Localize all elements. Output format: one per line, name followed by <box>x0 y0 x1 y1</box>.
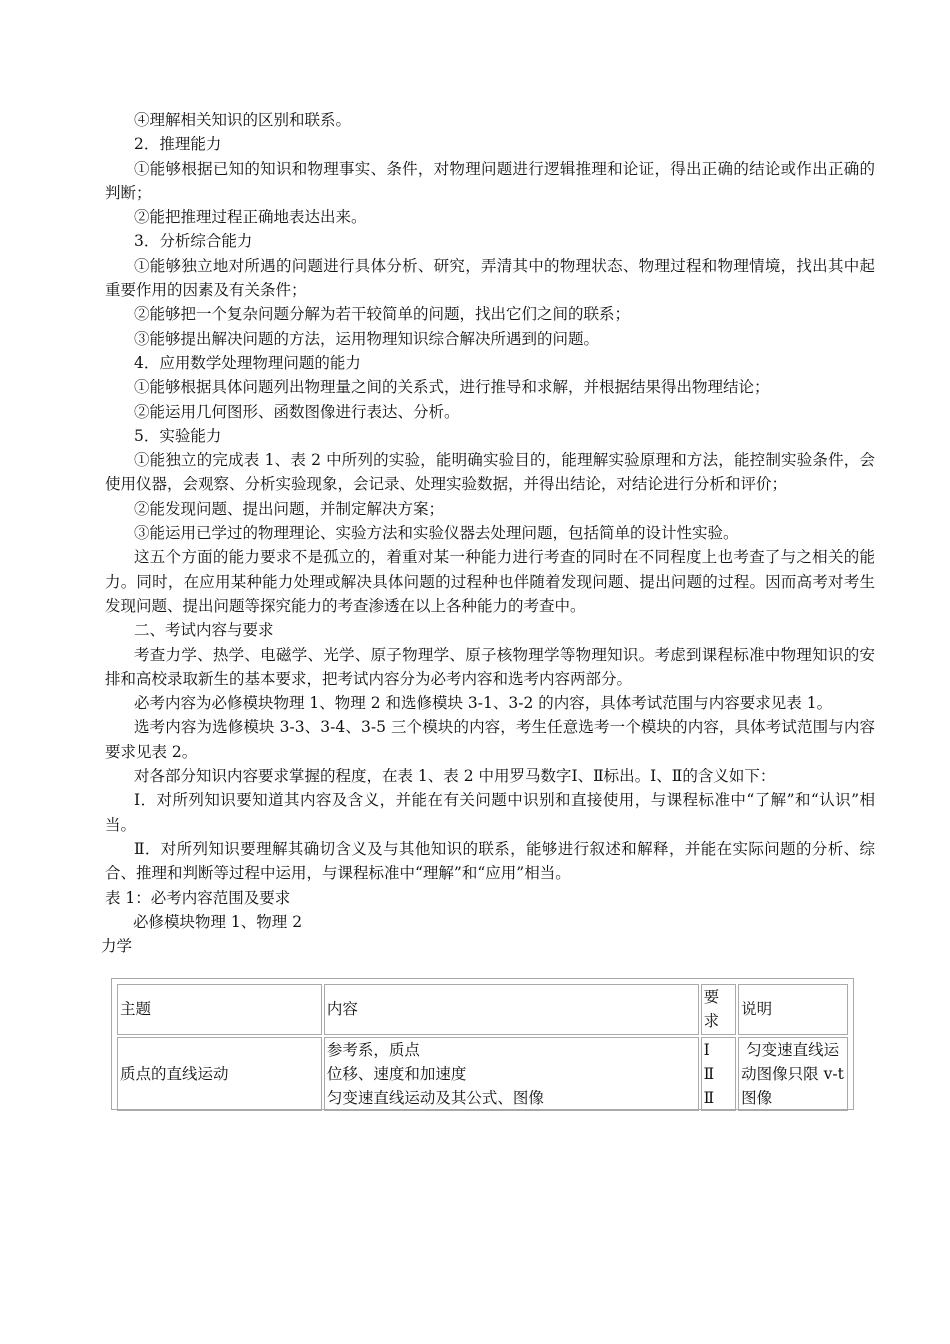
table-header-requirement: 要求 <box>701 984 737 1035</box>
note-line: 图像 <box>741 1089 773 1108</box>
table-cell-content <box>324 1037 699 1112</box>
section-heading: 5．实验能力 <box>134 426 222 445</box>
paragraph: ④理解相关知识的区别和联系。 <box>134 111 352 129</box>
paragraph: 对各部分知识内容要求掌握的程度，在表 1、表 2 中用罗马数字Ⅰ、Ⅱ标出。Ⅰ、Ⅱ的含义如下： <box>134 767 776 786</box>
table-cell-requirement <box>701 1037 737 1112</box>
note-line: 匀变速直线运 <box>741 1040 840 1059</box>
paragraph: 必考内容为必修模块物理 1、物理 2 和选修模块 3-1、3-2 的内容，具体考试范围与内容要求见表 1。 <box>134 694 833 713</box>
table-cell-topic: 质点的直线运动 <box>117 1037 322 1112</box>
table-header-note: 说明 <box>738 984 848 1035</box>
section-heading: 4．应用数学处理物理问题的能力 <box>134 353 361 372</box>
level-item: Ⅰ <box>703 1040 710 1059</box>
paragraph: ②能发现问题、提出问题，并制定解决方案； <box>134 499 445 518</box>
table-header-topic: 主题 <box>117 984 322 1035</box>
paragraph: ②能把推理过程正确地表达出来。 <box>134 208 367 227</box>
level-item: Ⅱ <box>703 1089 715 1108</box>
requirements-table <box>111 978 854 1110</box>
paragraph: 这五个方面的能力要求不是孤立的，着重对某一种能力进行考查的同时在不同程度上也考查了与之相关的能力。同时，在应用某种能力处理或解决具体问题的过程种也伴随着发现问题、提出问题的过程。因而高考对考生发现问题、提出问题等探究能力的考查渗透在以上各种能力的考查中。 <box>105 548 875 615</box>
note-line: 动图像只限 v-t <box>741 1064 844 1083</box>
paragraph: ③能够提出解决问题的方法，运用物理知识综合解决所遇到的问题。 <box>134 329 600 348</box>
table-cell-note <box>738 1037 848 1112</box>
paragraph: ①能够独立地对所遇的问题进行具体分析、研究，弄清其中的物理状态、物理过程和物理情境，找出其中起重要作用的因素及有关条件； <box>105 256 875 300</box>
table-title: 表 1：必考内容范围及要求 <box>105 888 291 907</box>
paragraph: ②能运用几何图形、函数图像进行表达、分析。 <box>134 402 460 421</box>
document-body <box>101 108 875 958</box>
paragraph: ②能够把一个复杂问题分解为若干较简单的问题，找出它们之间的联系； <box>134 305 631 324</box>
table-header-content: 内容 <box>324 984 699 1035</box>
paragraph: ①能够根据已知的知识和物理事实、条件，对物理问题进行逻辑推理和论证，得出正确的结论或作出正确的判断； <box>105 159 875 202</box>
paragraph: ①能够根据具体问题列出物理量之间的关系式，进行推导和求解，并根据结果得出物理结论； <box>134 378 770 397</box>
paragraph: 考查力学、热学、电磁学、光学、原子物理学、原子核物理学等物理知识。考虑到课程标准中物理知识的安排和高校录取新生的基本要求，把考试内容分为必考内容和选考内容两部分。 <box>105 645 875 688</box>
paragraph: ①能独立的完成表 1、表 2 中所列的实验，能明确实验目的，能理解实验原理和方法，能控制实验条件，会使用仪器，会观察、分析实验现象，会记录、处理实验数据，并得出结论，对结论进行分析和评价； <box>105 451 875 494</box>
section-heading: 二、考试内容与要求 <box>134 621 274 640</box>
module-label: 必修模块物理 1、物理 2 <box>133 912 303 931</box>
paragraph: 选考内容为选修模块 3-3、3-4、3-5 三个模块的内容，考生任意选考一个模块的内容，具体考试范围与内容要求见表 2。 <box>105 718 875 761</box>
paragraph: Ⅱ．对所列知识要理解其确切含义及与其他知识的联系，能够进行叙述和解释，并能在实际问题的分析、综合、推理和判断等过程中运用，与课程标准中“理解”和“应用”相当。 <box>105 839 875 883</box>
level-item: Ⅱ <box>703 1064 715 1083</box>
content-item: 参考系，质点 <box>326 1040 420 1059</box>
table-row <box>117 1037 848 1112</box>
paragraph: ③能运用已学过的物理理论、实验方法和实验仪器去处理问题，包括简单的设计性实验。 <box>134 524 739 543</box>
section-heading: 2．推理能力 <box>134 135 222 154</box>
content-item: 位移、速度和加速度 <box>326 1064 467 1083</box>
content-item: 匀变速直线运动及其公式、图像 <box>326 1089 544 1108</box>
paragraph: Ⅰ．对所列知识要知道其内容及含义，并能在有关问题中识别和直接使用，与课程标准中“了解”和“认识”相当。 <box>105 791 875 834</box>
section-label: 力学 <box>101 937 133 956</box>
section-heading: 3．分析综合能力 <box>134 232 253 251</box>
